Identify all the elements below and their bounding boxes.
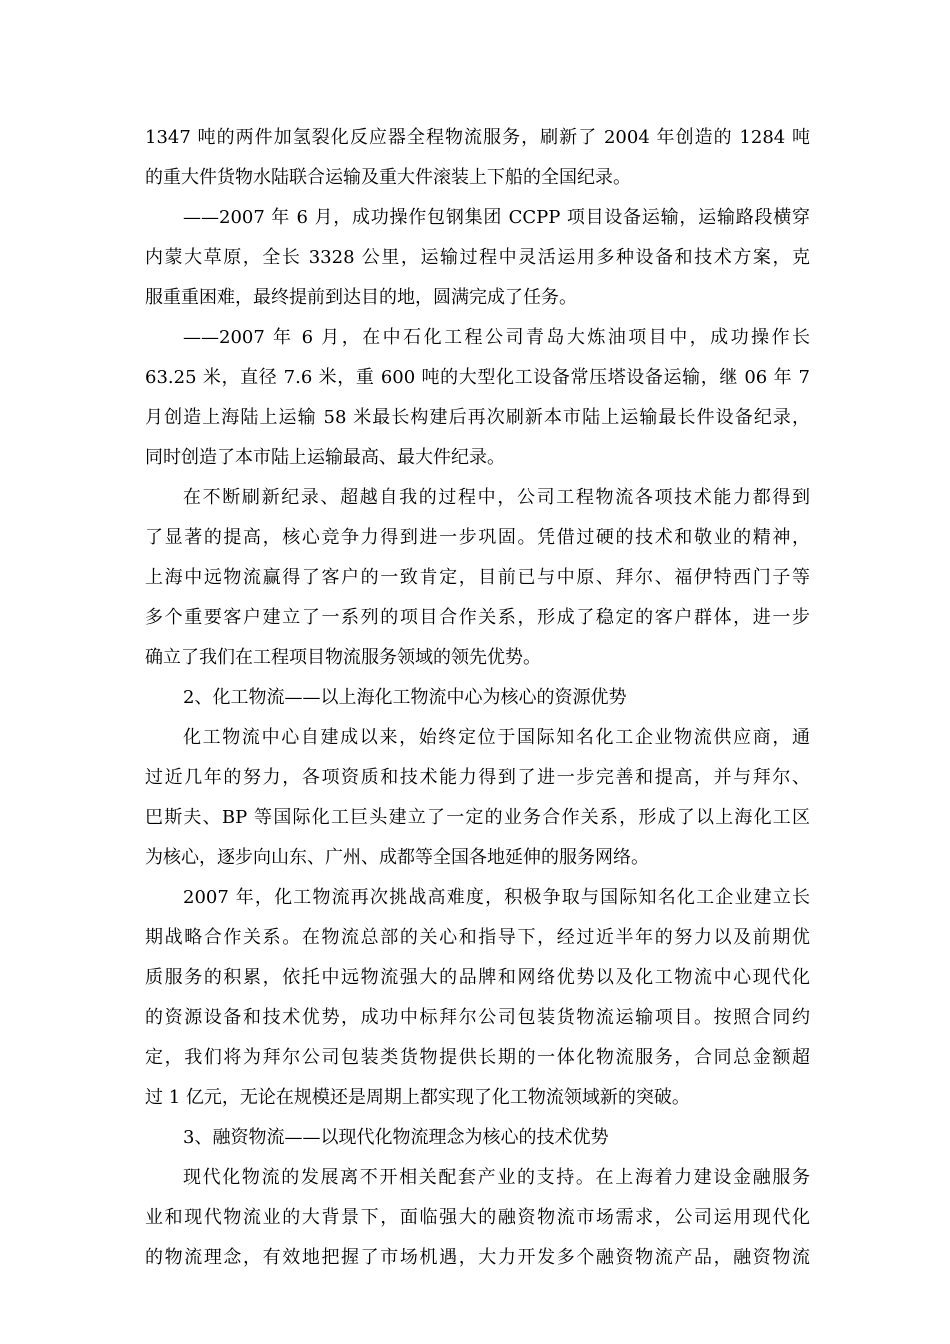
text-line: 服重重困难，最终提前到达目的地，圆满完成了任务。 [145, 287, 577, 308]
text-line: 确立了我们在工程项目物流服务领域的领先优势。 [145, 647, 541, 668]
text-line: 过 1 亿元，无论在规模还是周期上都实现了化工物流领域新的突破。 [145, 1087, 690, 1108]
text-line: 质服务的积累，依托中远物流强大的品牌和网络优势以及化工物流中心现代化 [145, 967, 810, 988]
text-line: 业和现代物流业的大背景下，面临强大的融资物流市场需求，公司运用现代化 [145, 1207, 810, 1228]
section-heading [145, 678, 810, 718]
text-line: 的物流理念，有效地把握了市场机遇，大力开发多个融资物流产品，融资物流 [145, 1247, 810, 1268]
text-line: 在不断刷新纪录、超越自我的过程中，公司工程物流各项技术能力都得到 [183, 487, 810, 508]
paragraph [145, 478, 810, 678]
text-line: 过近几年的努力，各项资质和技术能力得到了进一步完善和提高，并与拜尔、 [145, 767, 810, 788]
text-line: 内蒙大草原，全长 3328 公里，运输过程中灵活运用多种设备和技术方案，克 [145, 247, 810, 268]
paragraph [145, 318, 810, 478]
text-line: 了显著的提高，核心竞争力得到进一步巩固。凭借过硬的技术和敬业的精神， [145, 527, 810, 548]
heading-line: 2、化工物流——以上海化工物流中心为核心的资源优势 [183, 687, 627, 708]
text-line: 1347 吨的两件加氢裂化反应器全程物流服务，刷新了 2004 年创造的 1284 吨 [145, 127, 810, 148]
text-line: 上海中远物流赢得了客户的一致肯定，目前已与中原、拜尔、福伊特西门子等 [145, 567, 810, 588]
paragraph [145, 878, 810, 1118]
text-line: 的重大件货物水陆联合运输及重大件滚装上下船的全国纪录。 [145, 167, 631, 188]
text-line: 期战略合作关系。在物流总部的关心和指导下，经过近半年的努力以及前期优 [145, 927, 810, 948]
text-line: 63.25 米，直径 7.6 米，重 600 吨的大型化工设备常压塔设备运输，继 06 年 7 [145, 367, 810, 388]
text-line: 月创造上海陆上运输 58 米最长构建后再次刷新本市陆上运输最长件设备纪录， [145, 407, 810, 428]
text-line: 2007 年，化工物流再次挑战高难度，积极争取与国际知名化工企业建立长 [183, 887, 810, 908]
paragraph [145, 198, 810, 318]
document-page [145, 118, 810, 1278]
text-line: 巴斯夫、BP 等国际化工巨头建立了一定的业务合作关系，形成了以上海化工区 [145, 807, 810, 828]
text-line: 的资源设备和技术优势，成功中标拜尔公司包装货物流运输项目。按照合同约 [145, 1007, 810, 1028]
section-heading [145, 1118, 810, 1158]
text-line: 现代化物流的发展离不开相关配套产业的支持。在上海着力建设金融服务 [183, 1167, 810, 1188]
text-line: 多个重要客户建立了一系列的项目合作关系，形成了稳定的客户群体，进一步 [145, 607, 810, 628]
text-line: ——2007 年 6 月，在中石化工程公司青岛大炼油项目中，成功操作长 [183, 327, 810, 348]
text-line: 为核心，逐步向山东、广州、成都等全国各地延伸的服务网络。 [145, 847, 649, 868]
text-line: 化工物流中心自建成以来，始终定位于国际知名化工企业物流供应商，通 [183, 727, 810, 748]
paragraph [145, 1158, 810, 1278]
text-line: 同时创造了本市陆上运输最高、最大件纪录。 [145, 447, 505, 468]
text-line: ——2007 年 6 月，成功操作包钢集团 CCPP 项目设备运输，运输路段横穿 [183, 207, 810, 228]
heading-line: 3、融资物流——以现代化物流理念为核心的技术优势 [183, 1127, 609, 1148]
text-line: 定，我们将为拜尔公司包装类货物提供长期的一体化物流服务，合同总金额超 [145, 1047, 810, 1068]
paragraph [145, 718, 810, 878]
paragraph [145, 118, 810, 198]
